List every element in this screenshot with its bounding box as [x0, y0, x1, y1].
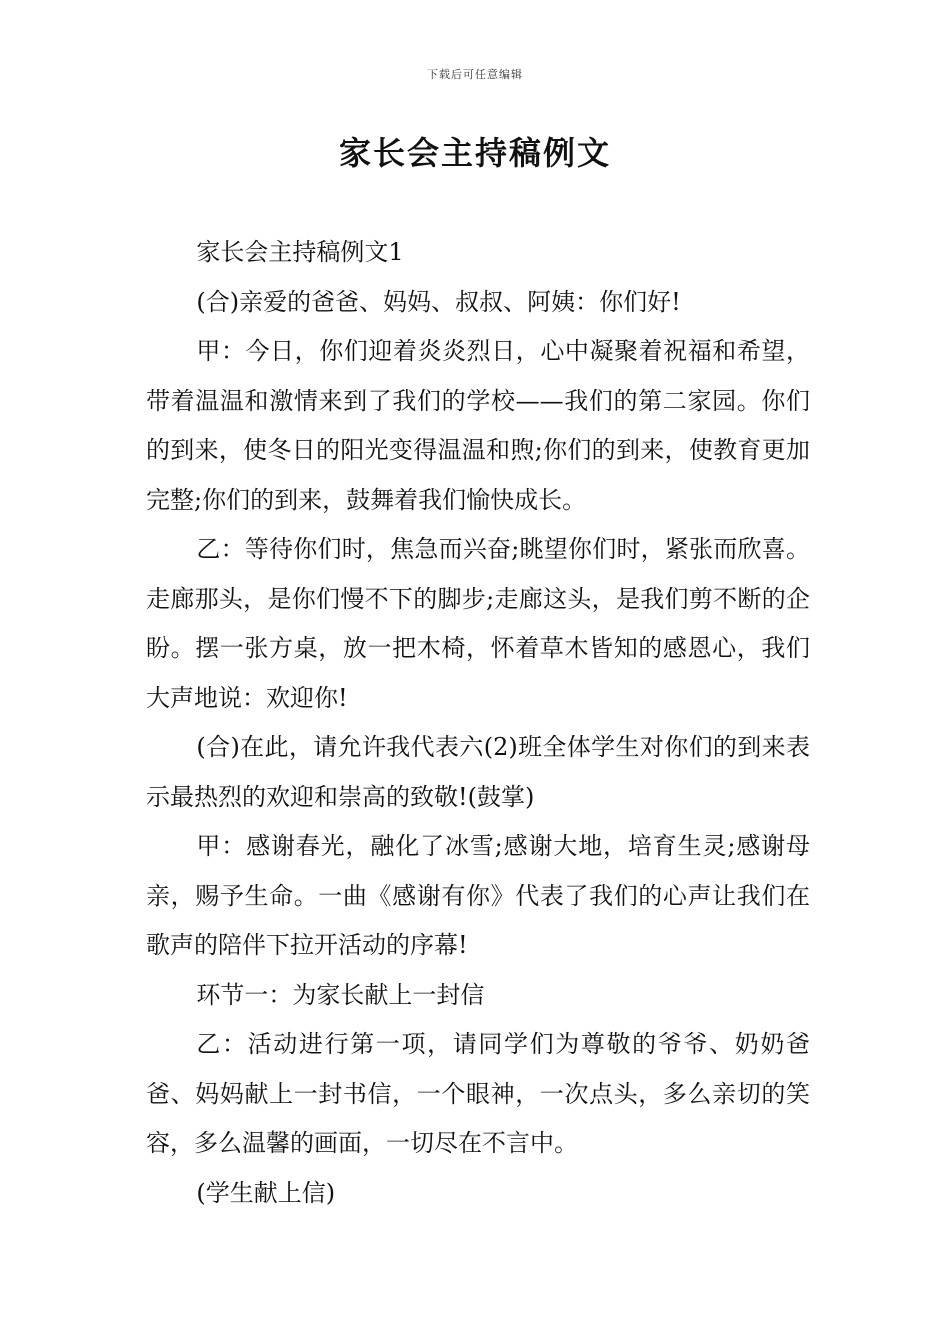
section-heading: 家长会主持稿例文1 [196, 238, 404, 266]
paragraph: (合)在此，请允许我代表六(2)班全体学生对你们的到来表示最热烈的欢迎和崇高的致敬!(鼓掌) [146, 733, 810, 811]
paragraph: (合)亲爱的爸爸、妈妈、叔叔、阿姨：你们好! [196, 287, 681, 316]
paragraph: 甲：感谢春光，融化了冰雪;感谢大地，培育生灵;感谢母亲，赐予生命。一曲《感谢有你》代表了我们的心声让我们在歌声的陪伴下拉开活动的序幕! [146, 832, 810, 959]
paragraph: (学生献上信) [196, 1178, 336, 1207]
document-title: 家长会主持稿例文 [338, 134, 611, 172]
section-heading: 环节一：为家长献上一封信 [196, 980, 485, 1009]
paragraph: 乙：等待你们时，焦急而兴奋;眺望你们时，紧张而欣喜。走廊那头，是你们慢不下的脚步;走廊这头，是我们剪不断的企盼。摆一张方桌，放一把木椅，怀着草木皆知的感恩心，我们大声地说：欢迎你! [146, 535, 810, 712]
header-note: 下载后可任意编辑 [427, 68, 523, 81]
paragraph: 甲：今日，你们迎着炎炎烈日，心中凝聚着祝福和希望，带着温温和激情来到了我们的学校——我们的第二家园。你们的到来，使冬日的阳光变得温温和煦;你们的到来，使教育更加完整;你们的到来，鼓舞着我们愉快成长。 [146, 337, 810, 514]
document-body [146, 228, 810, 1218]
paragraph: 乙：活动进行第一项，请同学们为尊敬的爷爷、奶奶爸爸、妈妈献上一封书信，一个眼神，一次点头，多么亲切的笑容，多么温馨的画面，一切尽在不言中。 [146, 1030, 810, 1157]
